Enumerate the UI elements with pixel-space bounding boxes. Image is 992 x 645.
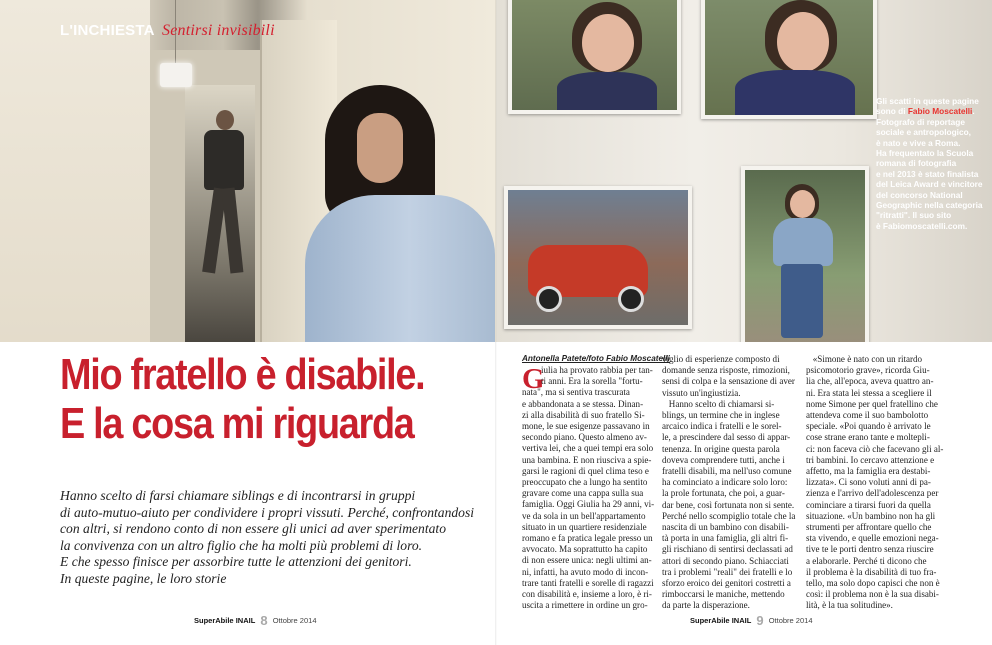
page-number-left: 8: [260, 613, 268, 628]
article-column-2: viglio di esperienze composto di domande senza risposte, rimozioni, sensi di colpa e la sensazione di aver vissuto un'ingiustizia. Hanno scelto di chiamarsi si- blings, un termine che in inglese arcaico indica i fratelli e le sorel- le, a prescindere dal sesso di appar- tenenza. In origine questa parola doveva comprendere tutti, anche i fratelli disabili, ma nell'uso comune ha cominciato a indicare solo loro: la prole fortunata, che poi, a guar- dar bene, così fortunata non si sente. Perché nello scompiglio totale che la nascita di un bambino con disabili- tà porta in una famiglia, gli altri fi- gli rischiano di sentirsi declassati ad attori di secondo piano. Schiacciati tra i problemi "reali" dei fratelli e lo sforzo eroico dei genitori costretti a rimboccarsi le maniche, mettendo da parte la disperazione.: [662, 354, 796, 611]
footer-right: SuperAbile INAIL 9 Ottobre 2014: [690, 613, 813, 628]
standfirst: Hanno scelto di farsi chiamare siblings e di incontrarsi in gruppi di auto-mutuo-aiuto per condividere i propri vissuti. Perché, confrontandosi con altri, si rendono conto di non essere gli unici ad aver sperimentato la convivenza con un altro figlio che ha molti più problemi di loro. E che spesso finisce per assorbire tutte le attenzioni dei genitori. In queste pagine, le loro storie: [60, 488, 475, 586]
drop-cap: G: [522, 363, 545, 395]
framed-photo-girl-2: [701, 0, 877, 119]
photo-caption: Gli scatti in queste pagine sono di Fabio Moscatelli. Fotografo di reportage sociale e antropologico, è nato e vive a Roma. Ha frequentato la Scuola romana di fotografia e nel 2013 è stato finalista del Leica Award e vincitore del concorso National Geographic nella categoria "ritratti". Il suo sito è Fabiomoscatelli.com.: [876, 96, 983, 231]
page-number-right: 9: [756, 613, 764, 628]
section-label: L'INCHIESTA: [60, 22, 155, 39]
woman-portrait: [305, 85, 495, 342]
ceiling-lamp: [160, 63, 192, 87]
framed-photo-red-car: [504, 186, 692, 329]
photographer-name: Fabio Moscatelli: [907, 106, 973, 117]
headline-line-2: E la cosa mi riguarda: [60, 399, 414, 448]
man-in-doorway: [198, 110, 250, 280]
article-column-3: «Simone è nato con un ritardo psicomotorio grave», ricorda Giu- lia che, all'epoca, aveva quattro an- ni. Era stata lei stessa a scegliere il nome Simone per quel fratellino che attendeva come il suo bambolotto speciale. «Poi quando è arrivato le cose strane erano tante e moltepli- ci: non faceva ciò che facevano gli al- tri bambini. Io cercavo attenzione e affetto, ma la famiglia era destabi- lizzata». Ci sono voluti anni di pa- zienza e l'arrivo dell'adolescenza per cominciare a tirarsi fuori da quella situazione. «Un bambino non ha gli strumenti per affrontare quello che sta vivendo, e quelle emozioni nega- tive te le porti dentro senza riuscire a elaborarle. Perché ti dicono che il problema è la disabilità di tuo fra- tello, ma solo dopo capisci che non è così: il problema non è la sua disabi- lità, è la tua solitudine».: [806, 354, 944, 611]
section-tag: [60, 22, 275, 40]
framed-photo-girl-1: [508, 0, 681, 114]
footer-left: SuperAbile INAIL 8 Ottobre 2014: [194, 613, 317, 628]
byline: Antonella Patete/foto Fabio Moscatelli: [522, 354, 670, 363]
headline-line-1: Mio fratello è disabile.: [60, 350, 425, 399]
article-column-1: iulia ha provato rabbia per tan- ti anni. Era la sorella "fortu- nata", ma si sentiva trascurata e abbandonata a se stessa. Dinan- zi alla disabilità di suo fratello Si- mone, le sue esigenze passavano in secondo piano. Questo almeno av- vertiva lei, che a quei tempi era solo una bambina. E non riusciva a spie- garsi le ragioni di quel clima teso e preoccupato che a lungo ha sentito gravare come una cappa sulla sua famiglia. Oggi Giulia ha 29 anni, vi- ve da sola in un bell'appartamento situato in un quartiere residenziale romano e fa pratica legale presso un avvocato. Ma soprattutto ha capito di non essere unica: negli ultimi an- ni, infatti, ha avuto modo di incon- trare tanti fratelli e sorelle di ragazzi con disabilità e, insieme a loro, è ri- uscita a rimettere in ordine un gro-: [522, 365, 655, 611]
headline: [60, 350, 438, 448]
photo-woman-in-hallway: [0, 0, 496, 342]
framed-photo-girl-standing: [741, 166, 869, 342]
section-topic: Sentirsi invisibili: [162, 22, 275, 39]
